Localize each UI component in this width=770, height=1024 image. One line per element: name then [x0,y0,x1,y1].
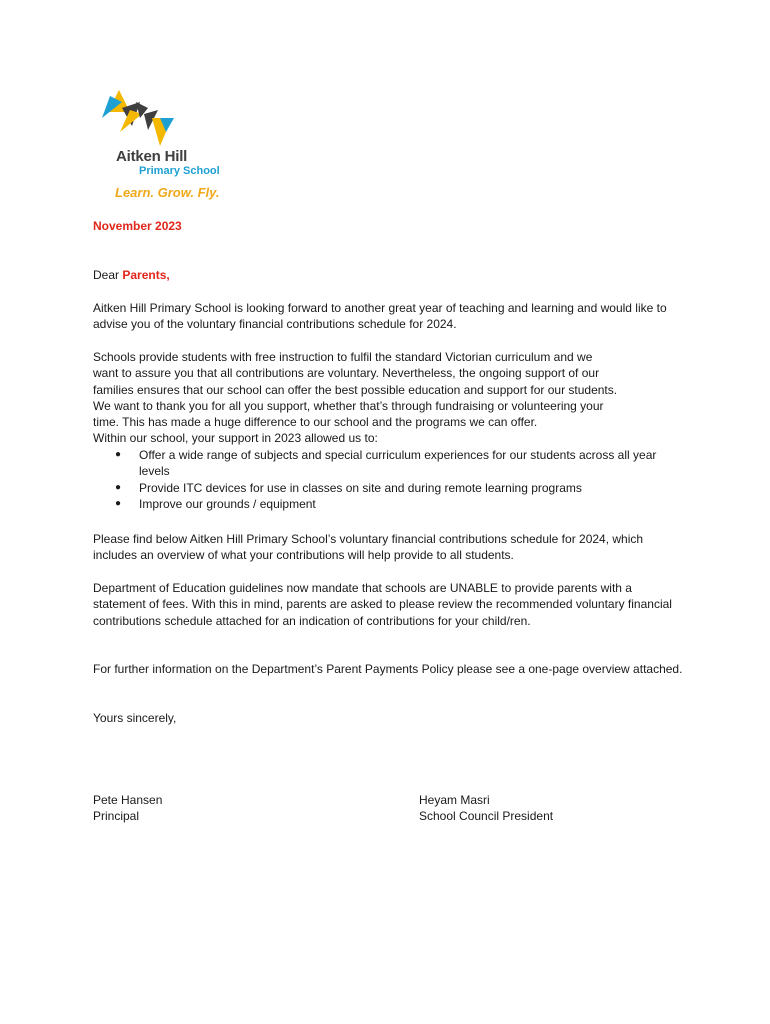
signatory-name: Heyam Masri [419,793,490,807]
signatory-president [419,792,553,825]
list-item-text: Improve our grounds / equipment [139,496,316,511]
support-list [110,447,685,512]
letter-date: November 2023 [93,219,182,233]
paragraph-schedule: Please find below Aitken Hill Primary School’s voluntary financial contributions schedule for 2024, which includes an overview of what your contributions will help provide to all students. [93,532,644,563]
greeting [93,267,683,283]
bullet-icon: ● [115,449,122,460]
list-item-text: Offer a wide range of subjects and special curriculum experiences for our students across all year levels [139,448,657,479]
signatory-title: School Council President [419,809,554,824]
bird-logo-icon [100,88,180,150]
paragraph-line: families ensures that our school can offer the best possible education and support for our students. [93,382,618,397]
list-item [110,496,685,512]
logo-tagline: Learn. Grow. Fly. [115,185,220,200]
bullet-icon: ● [115,481,122,493]
paragraph-line: want to assure you that all contributions are voluntary. Nevertheless, the ongoing support of our [93,366,600,381]
paragraph-line: time. This has made a huge difference to our school and the programs we can offer. [93,415,538,430]
logo-school-subtitle: Primary School [139,165,220,177]
paragraph-line: We want to thank you for all you support, whether that’s through fundraising or volunteering your [93,398,604,413]
paragraph-intro: Aitken Hill Primary School is looking forward to another great year of teaching and learning and would like to advise you of the voluntary financial contributions schedule for 2024. [93,301,667,332]
list-item [110,480,685,496]
paragraph-support [93,349,683,447]
school-logo [100,88,250,204]
paragraph-guidelines: Department of Education guidelines now mandate that schools are UNABLE to provide parents with a statement of fees. With this in mind, parents are asked to please review the recommended voluntary financial contributions schedule attached for an indication of contributions for your child/ren. [93,581,672,628]
signatory-name: Pete Hansen [93,793,163,807]
signatory-title: Principal [93,809,140,824]
paragraph-line: Schools provide students with free instruction to fulfil the standard Victorian curriculum and we [93,350,593,364]
greeting-recipient: Parents, [122,268,170,282]
paragraph-further-info: For further information on the Department’s Parent Payments Policy please see a one-page overview attached. [93,662,683,676]
paragraph-line: Within our school, your support in 2023 allowed us to: [93,431,378,446]
list-item [110,447,685,480]
closing: Yours sincerely, [93,711,177,725]
signatory-principal [93,792,162,825]
greeting-prefix: Dear [93,268,123,282]
logo-school-name: Aitken Hill [116,148,188,165]
list-item-text: Provide ITC devices for use in classes on site and during remote learning programs [139,480,582,495]
bullet-icon: ● [115,497,122,509]
